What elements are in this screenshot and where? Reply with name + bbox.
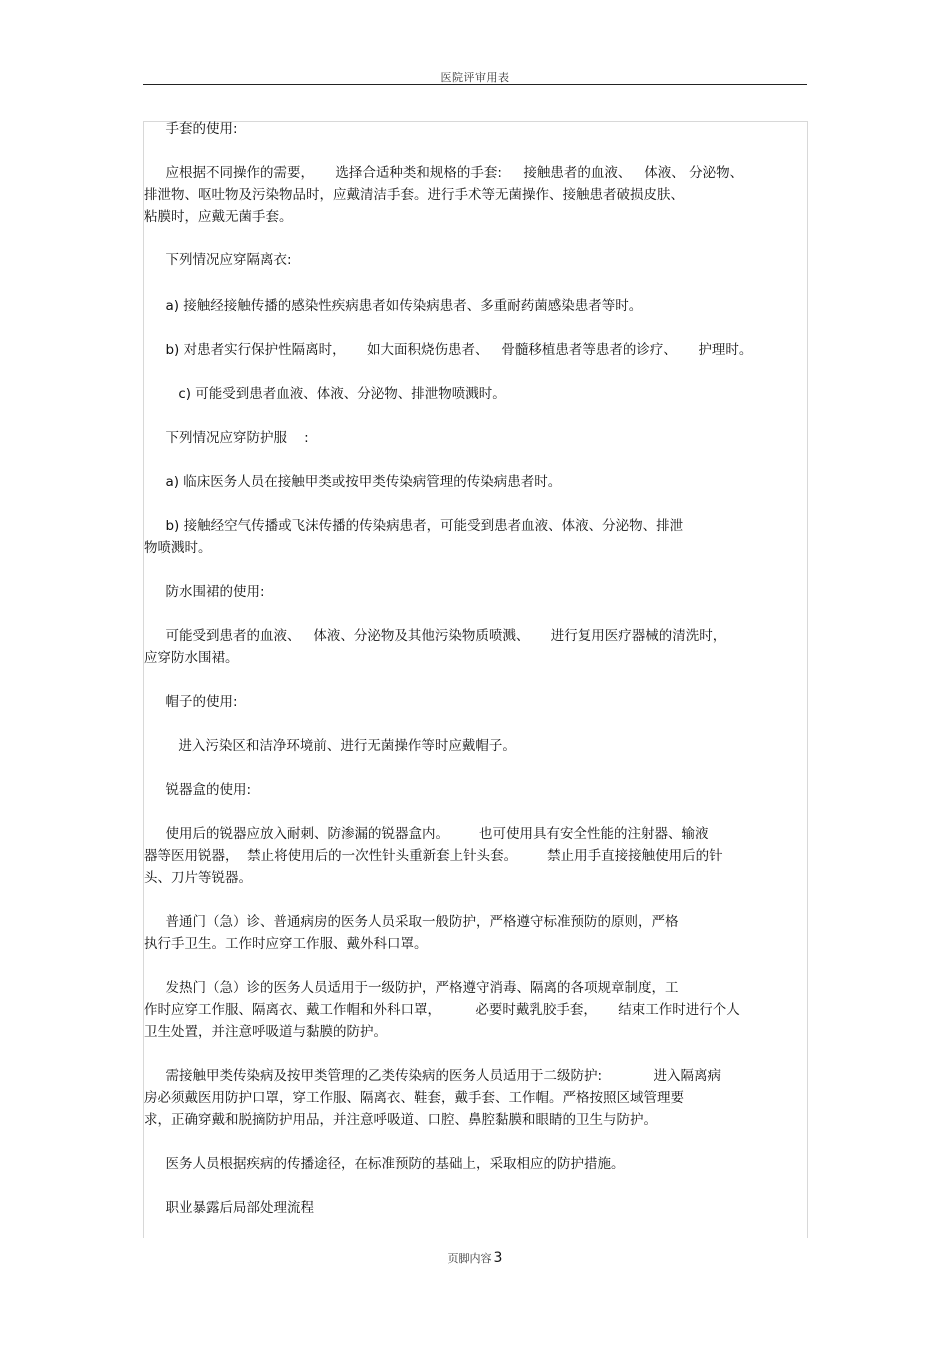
paragraph: [144, 515, 804, 559]
text-line: 下列情况应穿隔离衣:: [144, 252, 292, 268]
text-line: 器等医用锐器， 禁止将使用后的一次性针头重新套上针头套。 禁止用手直接接触使用后的针: [144, 848, 723, 864]
text-line: a) 接触经接触传播的感染性疾病患者如传染病患者、多重耐药菌感染患者等时。: [144, 298, 643, 314]
text-line: 头、刀片等锐器。: [144, 870, 252, 886]
text-line: 使用后的锐器应放入耐刺、防渗漏的锐器盒内。 也可使用具有安全性能的注射器、输液: [144, 826, 709, 842]
paragraph: [144, 977, 804, 1043]
text-line: 职业暴露后局部处理流程: [144, 1200, 314, 1216]
paragraph: [144, 162, 804, 228]
paragraph: [144, 383, 804, 405]
paragraph: [144, 779, 804, 801]
text-line: 防水围裙的使用:: [144, 584, 265, 600]
paragraph: [144, 625, 804, 669]
text-line: 需接触甲类传染病及按甲类管理的乙类传染病的医务人员适用于二级防护: 进入隔离病: [144, 1068, 721, 1084]
text-line: b) 接触经空气传播或飞沫传播的传染病患者，可能受到患者血液、体液、分泌物、排泄: [144, 518, 684, 534]
text-line: 锐器盒的使用:: [144, 782, 252, 798]
text-line: b) 对患者实行保护性隔离时， 如大面积烧伤患者、 骨髓移植患者等患者的诊疗、 护理时。: [144, 342, 753, 358]
text-line: 作时应穿工作服、隔离衣、戴工作帽和外科口罩， 必要时戴乳胶手套， 结束工作时进行个人: [144, 1002, 740, 1018]
footer-label: 页脚内容: [447, 1252, 492, 1265]
text-line: 普通门（急）诊、普通病房的医务人员采取一般防护，严格遵守标准预防的原则，严格: [144, 914, 679, 930]
paragraph: [144, 427, 804, 449]
text-line: 进入污染区和洁净环境前、进行无菌操作等时应戴帽子。: [144, 738, 516, 754]
text-line: 卫生处置，并注意呼吸道与黏膜的防护。: [144, 1024, 387, 1040]
text-line: 排泄物、呕吐物及污染物品时，应戴清洁手套。进行手术等无菌操作、接触患者破损皮肤、: [144, 187, 684, 203]
paragraph: [144, 823, 804, 889]
paragraph: [144, 691, 804, 713]
paragraph: [144, 295, 804, 317]
paragraph: [144, 339, 804, 361]
text-line: 求，正确穿戴和脱摘防护用品，并注意呼吸道、口腔、鼻腔黏膜和眼睛的卫生与防护。: [144, 1112, 657, 1128]
text-line: 发热门（急）诊的医务人员适用于一级防护，严格遵守消毒、隔离的各项规章制度，工: [144, 980, 679, 996]
text-line: c) 可能受到患者血液、体液、分泌物、排泄物喷溅时。: [144, 386, 506, 402]
paragraph: [144, 1153, 804, 1175]
text-line: a) 临床医务人员在接触甲类或按甲类传染病管理的传染病患者时。: [144, 474, 562, 490]
page-footer: [0, 1250, 950, 1266]
paragraph: [144, 249, 804, 271]
text-line: 粘膜时，应戴无菌手套。: [144, 209, 293, 225]
paragraph: [144, 118, 804, 140]
text-line: 应穿防水围裙。: [144, 650, 239, 666]
text-line: 应根据不同操作的需要， 选择合适种类和规格的手套: 接触患者的血液、 体液、 分泌物、: [144, 165, 744, 181]
text-line: 物喷溅时。: [144, 540, 212, 556]
paragraph: [144, 735, 804, 757]
text-line: 可能受到患者的血液、 体液、分泌物及其他污染物质喷溅、 进行复用医疗器械的清洗时，: [144, 628, 727, 644]
text-line: 手套的使用:: [144, 121, 238, 137]
text-line: 帽子的使用:: [144, 694, 238, 710]
paragraph: [144, 471, 804, 493]
page-header: 医院评审用表: [440, 71, 510, 84]
paragraph: [144, 911, 804, 955]
paragraph: [144, 1065, 804, 1131]
text-line: 下列情况应穿防护服 :: [144, 430, 309, 446]
text-line: 房必须戴医用防护口罩，穿工作服、隔离衣、鞋套，戴手套、工作帽。严格按照区域管理要: [144, 1090, 684, 1106]
text-line: 执行手卫生。工作时应穿工作服、戴外科口罩。: [144, 936, 428, 952]
page-number: 3: [493, 1250, 503, 1266]
text-line: 医务人员根据疾病的传播途径，在标准预防的基础上，采取相应的防护措施。: [144, 1156, 625, 1172]
paragraph: [144, 581, 804, 603]
header-rule: [143, 84, 807, 85]
paragraph: [144, 1197, 804, 1219]
